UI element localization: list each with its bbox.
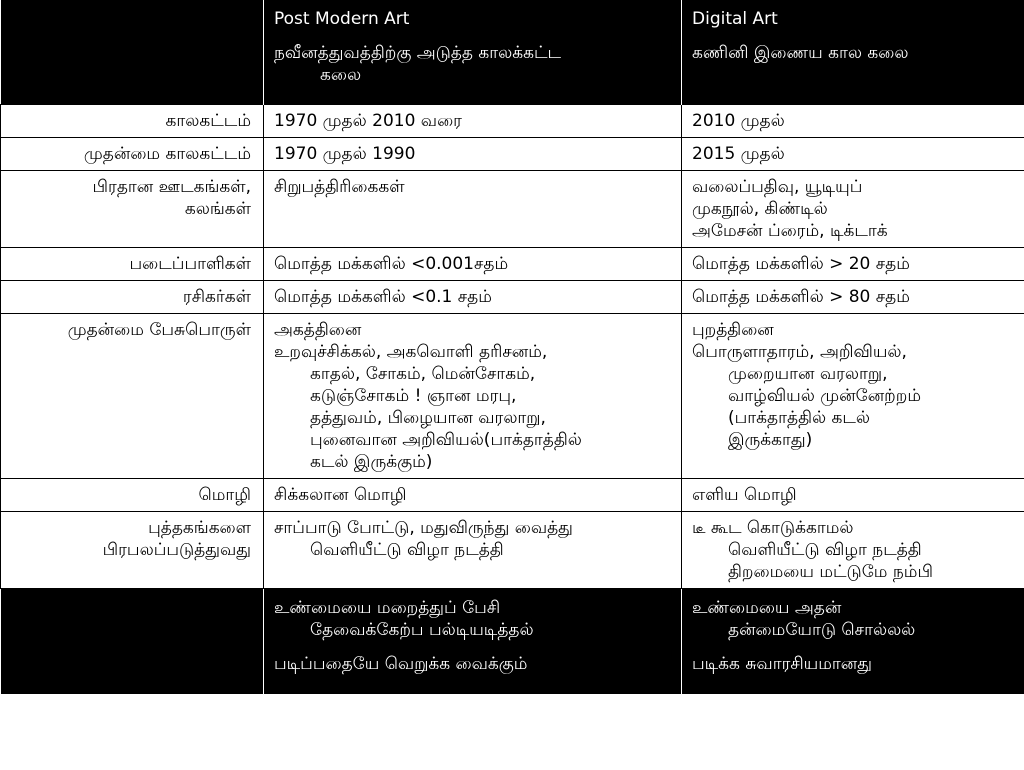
- cell-text-line: புத்தகங்களை: [148, 517, 251, 538]
- digital-art-cell: [682, 313, 1024, 478]
- cell-text-line: முதன்மை பேசுபொருள்: [67, 319, 251, 340]
- digital-art-cell: [682, 511, 1024, 588]
- footer-post-line-1: உண்மையை மறைத்துப் பேசி: [274, 597, 501, 618]
- header-empty-cell: [1, 0, 264, 104]
- digital-art-cell: [682, 280, 1024, 313]
- cell-text-line: காலகட்டம்: [165, 110, 251, 131]
- cell-text-line: முதன்மை காலகட்டம்: [83, 143, 251, 164]
- table-row: [1, 511, 1024, 588]
- cell-text-line: ரசிகர்கள்: [182, 286, 251, 307]
- cell-text-line: மொத்த மக்களில் <0.1 சதம்: [274, 286, 492, 307]
- cell-text-line: டீ கூட கொடுக்காமல்: [692, 517, 854, 538]
- cell-text-line: மொழி: [198, 484, 251, 505]
- cell-text-line: 1970 முதல் 2010 வரை: [274, 110, 462, 131]
- row-label-cell: [1, 478, 264, 511]
- cell-text-line: பிரதான ஊடகங்கள்,: [92, 176, 251, 197]
- cell-text-line: (பாக்தாத்தில் கடல்: [728, 407, 871, 428]
- cell-text-line: அமேசன் ப்ரைம், டிக்டாக்: [692, 220, 888, 241]
- cell-text-line: சாப்பாடு போட்டு, மதுவிருந்து வைத்து: [274, 517, 573, 538]
- header-row: [1, 0, 1024, 104]
- footer-digital-line-3: படிக்க சுவாரசியமானது: [692, 653, 873, 674]
- post-modern-cell: [264, 247, 682, 280]
- cell-text-line: உறவுச்சிக்கல், அகவொளி தரிசனம்,: [274, 341, 548, 362]
- row-label-cell: [1, 170, 264, 247]
- cell-text-line: கடுஞ்சோகம் ! ஞான மரபு,: [310, 385, 517, 406]
- table-row: [1, 478, 1024, 511]
- post-modern-cell: [264, 478, 682, 511]
- row-label-cell: [1, 247, 264, 280]
- cell-text-line: வெளியீட்டு விழா நடத்தி: [310, 539, 504, 560]
- table-row: [1, 313, 1024, 478]
- cell-text-line: திறமையை மட்டுமே நம்பி: [728, 561, 933, 582]
- cell-text-line: மொத்த மக்களில் > 80 சதம்: [692, 286, 910, 307]
- post-modern-cell: [264, 313, 682, 478]
- post-modern-cell: [264, 137, 682, 170]
- footer-digital: [682, 588, 1024, 694]
- digital-art-cell: [682, 137, 1024, 170]
- cell-text-line: பொருளாதாரம், அறிவியல்,: [692, 341, 907, 362]
- cell-text-line: எளிய மொழி: [692, 484, 797, 505]
- footer-post-line-2: தேவைக்கேற்ப பல்டியடித்தல்: [310, 619, 534, 640]
- post-modern-cell: [264, 104, 682, 137]
- footer-digital-line-1: உண்மையை அதன்: [692, 597, 842, 618]
- cell-text-line: வெளியீட்டு விழா நடத்தி: [728, 539, 922, 560]
- cell-text-line: 2010 முதல்: [692, 110, 785, 131]
- header-post-modern: [264, 0, 682, 104]
- table-row: [1, 280, 1024, 313]
- table-row: [1, 137, 1024, 170]
- table-row: [1, 247, 1024, 280]
- digital-art-cell: [682, 104, 1024, 137]
- post-modern-cell: [264, 511, 682, 588]
- row-label-cell: [1, 313, 264, 478]
- cell-text-line: சிறுபத்திரிகைகள்: [274, 176, 405, 197]
- cell-text-line: புனைவான அறிவியல்(பாக்தாத்தில்: [310, 429, 582, 450]
- cell-text-line: அகத்தினை: [274, 319, 362, 340]
- footer-empty-cell: [1, 588, 264, 694]
- digital-subtitle: கணினி இணைய கால கலை: [692, 43, 909, 63]
- cell-text-line: தத்துவம், பிழையான வரலாறு,: [310, 407, 546, 428]
- cell-text-line: முகநூல், கிண்டில்: [692, 198, 828, 219]
- cell-text-line: புறத்தினை: [692, 319, 774, 340]
- footer-row: [1, 588, 1024, 694]
- footer-post-line-3: படிப்பதையே வெறுக்க வைக்கும்: [274, 653, 528, 674]
- cell-text-line: காதல், சோகம், மென்சோகம்,: [310, 363, 536, 384]
- digital-art-cell: [682, 247, 1024, 280]
- cell-text-line: முறையான வரலாறு,: [728, 363, 888, 384]
- cell-text-line: 1970 முதல் 1990: [274, 143, 416, 164]
- cell-text-line: படைப்பாளிகள்: [129, 253, 251, 274]
- row-label-cell: [1, 280, 264, 313]
- cell-text-line: வலைப்பதிவு, யூடியுப்: [692, 176, 863, 197]
- cell-text-line: மொத்த மக்களில் > 20 சதம்: [692, 253, 910, 274]
- table-row: [1, 104, 1024, 137]
- header-digital: [682, 0, 1024, 104]
- footer-digital-line-2: தன்மையோடு சொல்லல்: [728, 619, 916, 640]
- digital-title: Digital Art: [692, 9, 778, 29]
- row-label-cell: [1, 104, 264, 137]
- table-row: [1, 170, 1024, 247]
- cell-text-line: 2015 முதல்: [692, 143, 785, 164]
- digital-art-cell: [682, 478, 1024, 511]
- cell-text-line: கடல் இருக்கும்): [310, 451, 433, 472]
- digital-art-cell: [682, 170, 1024, 247]
- cell-text-line: சிக்கலான மொழி: [274, 484, 407, 505]
- cell-text-line: மொத்த மக்களில் <0.001சதம்: [274, 253, 509, 274]
- post-modern-cell: [264, 280, 682, 313]
- row-label-cell: [1, 511, 264, 588]
- table-body: [1, 104, 1024, 588]
- cell-text-line: பிரபலப்படுத்துவது: [102, 539, 251, 560]
- cell-text-line: இருக்காது): [728, 429, 813, 450]
- post-modern-subtitle: நவீனத்துவத்திற்கு அடுத்த காலக்கட்ட: [274, 43, 562, 63]
- post-modern-cell: [264, 170, 682, 247]
- post-modern-subtitle-cont: கலை: [320, 65, 362, 85]
- row-label-cell: [1, 137, 264, 170]
- footer-post-modern: [264, 588, 682, 694]
- cell-text-line: கலங்கள்: [184, 198, 251, 219]
- post-modern-title: Post Modern Art: [274, 9, 410, 29]
- cell-text-line: வாழ்வியல் முன்னேற்றம்: [728, 385, 922, 406]
